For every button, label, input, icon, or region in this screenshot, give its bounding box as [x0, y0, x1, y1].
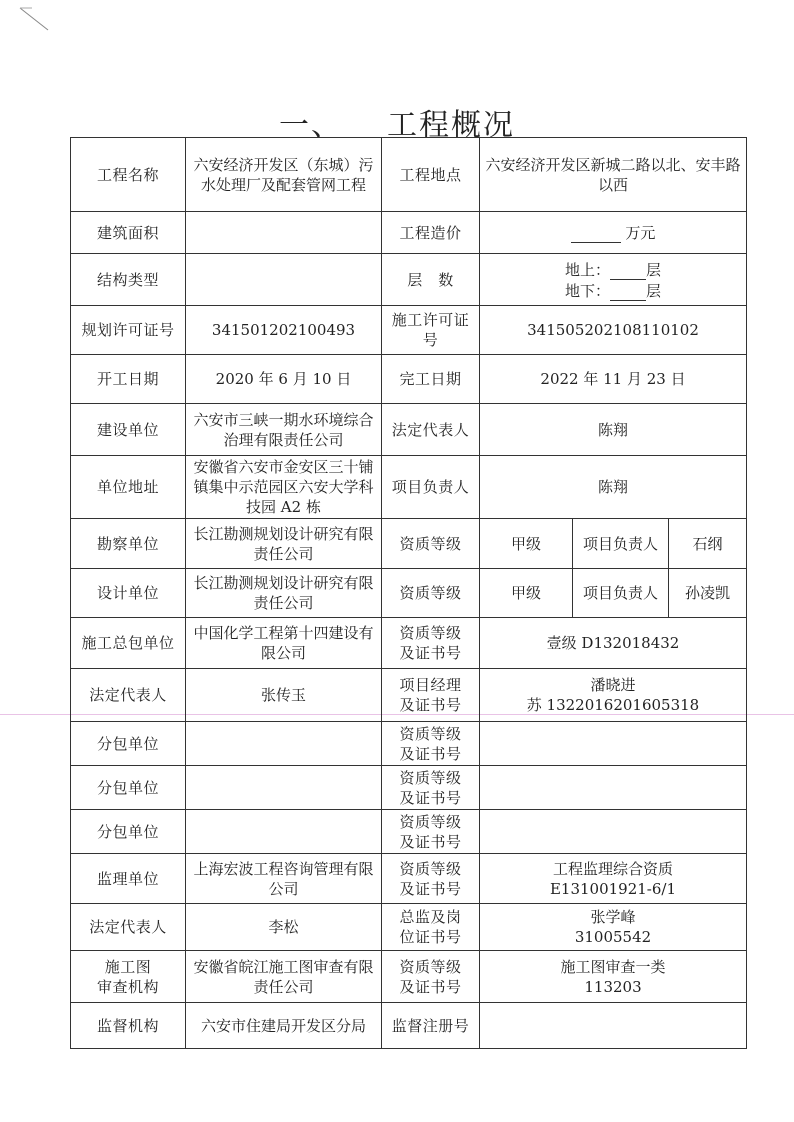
- cost-unit: 万元: [625, 224, 656, 242]
- row-general-contractor: [71, 618, 747, 669]
- value-design-lead: 孙凌凯: [669, 569, 747, 618]
- row-building-area: [71, 212, 747, 254]
- below-ground-floors: 地下： 层: [564, 281, 662, 300]
- row-builder-address: [71, 456, 747, 519]
- value-survey-lead: 石纲: [669, 519, 747, 569]
- value-gc-pm: [480, 669, 747, 722]
- label-subcontractor-1: 分包单位: [71, 722, 186, 766]
- label-gc-qualification: 资质等级 及证书号: [382, 618, 480, 669]
- value-sup-legal-rep: 李松: [186, 904, 382, 951]
- cost-blank: [571, 222, 621, 243]
- label-sup-legal-rep: 法定代表人: [71, 904, 186, 951]
- label-structure: 结构类型: [71, 254, 186, 306]
- value-oversight-reg: [480, 1003, 747, 1049]
- value-builder-legal-rep: 陈翔: [480, 404, 747, 456]
- label-cost: 工程造价: [382, 212, 480, 254]
- value-review-agency: 安徽省皖江施工图审查有限责任公司: [186, 951, 382, 1003]
- value-finish-date: 2022 年 11 月 23 日: [480, 355, 747, 404]
- value-gc-legal-rep: 张传玉: [186, 669, 382, 722]
- value-subcontractor-1: [186, 722, 382, 766]
- label-building-area: 建筑面积: [71, 212, 186, 254]
- label-finish-date: 完工日期: [382, 355, 480, 404]
- label-sub3-cert: 资质等级 及证书号: [382, 810, 480, 854]
- label-subcontractor-3: 分包单位: [71, 810, 186, 854]
- row-dates: [71, 355, 747, 404]
- value-structure: [186, 254, 382, 306]
- label-sub1-cert: 资质等级 及证书号: [382, 722, 480, 766]
- row-survey: [71, 519, 747, 569]
- value-builder-project-lead: 陈翔: [480, 456, 747, 519]
- value-sub3-cert: [480, 810, 747, 854]
- label-survey-grade: 资质等级: [382, 519, 480, 569]
- label-address: 单位地址: [71, 456, 186, 519]
- label-planning-permit: 规划许可证号: [71, 306, 186, 355]
- label-design-unit: 设计单位: [71, 569, 186, 618]
- value-builder-address: 安徽省六安市金安区三十铺镇集中示范园区六安大学科技园 A2 栋: [186, 456, 382, 519]
- row-subcontractor-2: [71, 766, 747, 810]
- value-subcontractor-3: [186, 810, 382, 854]
- value-supervision-unit: 上海宏波工程咨询管理有限公司: [186, 854, 382, 904]
- label-project-location: 工程地点: [382, 138, 480, 212]
- label-sub2-cert: 资质等级 及证书号: [382, 766, 480, 810]
- gc-pm-name: 潘晓进: [590, 676, 636, 694]
- label-floors: 层 数: [382, 254, 480, 306]
- value-subcontractor-2: [186, 766, 382, 810]
- value-sub1-cert: [480, 722, 747, 766]
- row-subcontractor-3: [71, 810, 747, 854]
- row-permits: [71, 306, 747, 355]
- row-structure: [71, 254, 747, 306]
- value-floors: [480, 254, 747, 306]
- value-construction-permit: 341505202108110102: [480, 306, 747, 355]
- row-supervision: [71, 854, 747, 904]
- label-subcontractor-2: 分包单位: [71, 766, 186, 810]
- label-design-lead: 项目负责人: [573, 569, 669, 618]
- label-gc-legal-rep: 法定代表人: [71, 669, 186, 722]
- label-oversight-reg: 监督注册号: [382, 1003, 480, 1049]
- value-design-grade: 甲级: [480, 569, 573, 618]
- label-builder-legal-rep: 法定代表人: [382, 404, 480, 456]
- label-chief-supervisor: 总监及岗 位证书号: [382, 904, 480, 951]
- value-cost: [480, 212, 747, 254]
- value-general-contractor: 中国化学工程第十四建设有限公司: [186, 618, 382, 669]
- row-sup-legal-rep: [71, 904, 747, 951]
- label-survey-lead: 项目负责人: [573, 519, 669, 569]
- row-oversight: [71, 1003, 747, 1049]
- above-ground-floors: 地上： 层: [564, 260, 662, 279]
- row-gc-legal-rep: [71, 669, 747, 722]
- label-sup-qualification: 资质等级 及证书号: [382, 854, 480, 904]
- label-design-grade: 资质等级: [382, 569, 480, 618]
- label-review-qualification: 资质等级 及证书号: [382, 951, 480, 1003]
- label-survey-unit: 勘察单位: [71, 519, 186, 569]
- value-project-location: 六安经济开发区新城二路以北、安丰路以西: [480, 138, 747, 212]
- label-gc-pm-cert: 项目经理 及证书号: [382, 669, 480, 722]
- value-sup-qualification: 工程监理综合资质 E131001921-6/1: [480, 854, 747, 904]
- row-design: [71, 569, 747, 618]
- label-construction-permit: 施工许可证号: [382, 306, 480, 355]
- value-project-name: 六安经济开发区（东城）污水处理厂及配套管网工程: [186, 138, 382, 212]
- gc-pm-cert: 苏 1322016201605318: [526, 696, 700, 714]
- value-design-unit: 长江勘测规划设计研究有限责任公司: [186, 569, 382, 618]
- value-builder: 六安市三峡一期水环境综合治理有限责任公司: [186, 404, 382, 456]
- page-corner-mark: [18, 6, 52, 32]
- row-builder: [71, 404, 747, 456]
- label-builder-project-lead: 项目负责人: [382, 456, 480, 519]
- row-project-name: [71, 138, 747, 212]
- value-chief-supervisor: 张学峰 31005542: [480, 904, 747, 951]
- label-supervision-unit: 监理单位: [71, 854, 186, 904]
- label-project-name: 工程名称: [71, 138, 186, 212]
- project-overview-table: [70, 137, 747, 1049]
- value-oversight-agency: 六安市住建局开发区分局: [186, 1003, 382, 1049]
- label-start-date: 开工日期: [71, 355, 186, 404]
- value-start-date: 2020 年 6 月 10 日: [186, 355, 382, 404]
- label-review-agency: 施工图 审查机构: [71, 951, 186, 1003]
- label-builder: 建设单位: [71, 404, 186, 456]
- value-review-qualification: 施工图审查一类 113203: [480, 951, 747, 1003]
- title-number: 一、: [279, 108, 343, 143]
- title-text: 工程概况: [387, 108, 515, 143]
- label-oversight-agency: 监督机构: [71, 1003, 186, 1049]
- value-survey-grade: 甲级: [480, 519, 573, 569]
- value-sub2-cert: [480, 766, 747, 810]
- value-survey-unit: 长江勘测规划设计研究有限责任公司: [186, 519, 382, 569]
- value-planning-permit: 341501202100493: [186, 306, 382, 355]
- row-subcontractor-1: [71, 722, 747, 766]
- label-general-contractor: 施工总包单位: [71, 618, 186, 669]
- value-building-area: [186, 212, 382, 254]
- row-review-agency: [71, 951, 747, 1003]
- value-gc-qualification: 壹级 D132018432: [480, 618, 747, 669]
